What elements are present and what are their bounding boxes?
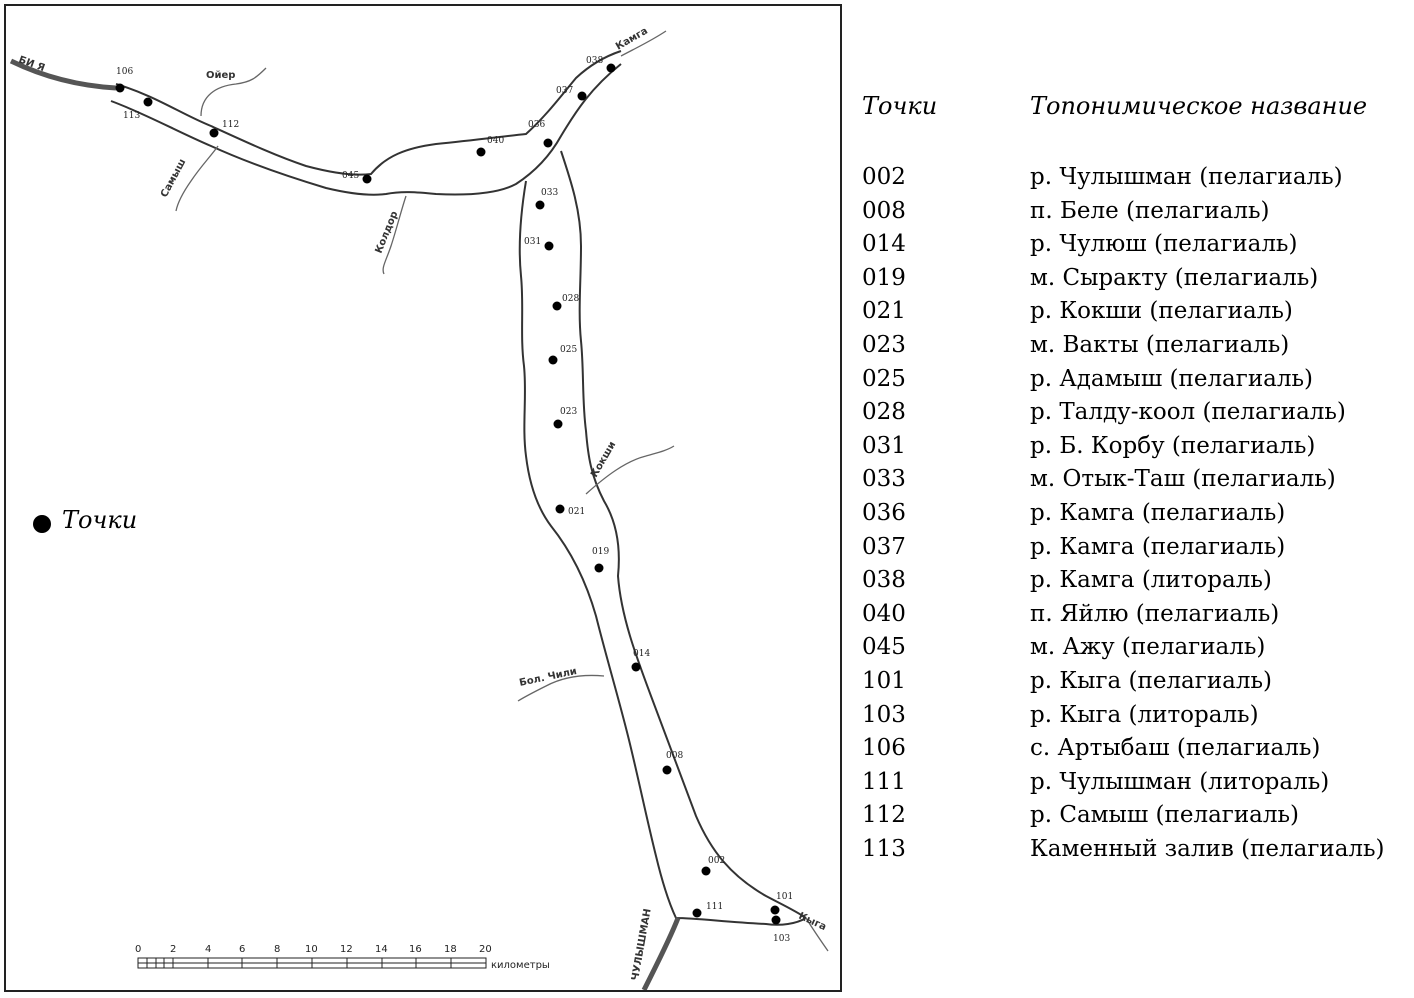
river-label-kamga: Камга bbox=[614, 25, 650, 53]
svg-text:023: 023 bbox=[560, 407, 578, 417]
svg-text:103: 103 bbox=[773, 934, 791, 944]
point-code: 028 bbox=[862, 399, 906, 426]
river-label-chulyshman: ЧУЛЫШМАН bbox=[630, 907, 654, 982]
point-code: 033 bbox=[862, 466, 906, 493]
svg-text:101: 101 bbox=[776, 892, 794, 902]
toponym-name: р. Б. Корбу (пелагиаль) bbox=[1030, 432, 1316, 459]
point-code: 045 bbox=[862, 634, 906, 661]
point-code: 113 bbox=[862, 836, 906, 862]
toponym-name: м. Отык-Таш (пелагиаль) bbox=[1030, 466, 1336, 493]
point-code: 031 bbox=[862, 432, 906, 459]
svg-text:021: 021 bbox=[568, 507, 586, 517]
point-code: 002 bbox=[862, 164, 906, 190]
point-code: 008 bbox=[862, 197, 906, 224]
map-point bbox=[528, 120, 553, 148]
scale-tick: 4 bbox=[205, 944, 212, 955]
toponym-name: п. Беле (пелагиаль) bbox=[1030, 197, 1270, 224]
scale-tick: 16 bbox=[409, 944, 422, 955]
point-code: 038 bbox=[862, 567, 906, 594]
toponym-name: р. Адамыш (пелагиаль) bbox=[1030, 365, 1313, 392]
scale-tick: 10 bbox=[305, 944, 318, 955]
legend-point-icon bbox=[33, 515, 51, 533]
toponym-name: р. Кыга (пелагиаль) bbox=[1030, 668, 1272, 694]
lake-shore-left bbox=[116, 51, 806, 925]
map-point bbox=[556, 86, 587, 101]
svg-text:031: 031 bbox=[524, 237, 542, 247]
scale-tick: 14 bbox=[375, 944, 388, 955]
point-code: 040 bbox=[862, 600, 906, 627]
scale-tick: 6 bbox=[239, 944, 246, 955]
scale-tick: 18 bbox=[444, 944, 457, 955]
svg-text:036: 036 bbox=[528, 120, 546, 130]
svg-text:008: 008 bbox=[666, 751, 684, 761]
toponym-name: м. Вакты (пелагиаль) bbox=[1030, 332, 1290, 358]
toponym-name: с. Артыбаш (пелагиаль) bbox=[1030, 735, 1321, 762]
river-label-kyga: Кыга bbox=[796, 910, 828, 934]
scale-bar bbox=[135, 944, 550, 971]
svg-text:111: 111 bbox=[706, 902, 724, 912]
map-point bbox=[210, 120, 240, 138]
scale-tick: 12 bbox=[340, 944, 353, 955]
toponym-name: р. Талду-коол (пелагиаль) bbox=[1030, 399, 1346, 426]
toponym-name: Каменный залив (пелагиаль) bbox=[1030, 836, 1385, 862]
map-point bbox=[342, 171, 372, 184]
svg-text:033: 033 bbox=[541, 188, 559, 198]
svg-text:113: 113 bbox=[123, 111, 141, 121]
map-point bbox=[693, 902, 724, 918]
map-point bbox=[586, 56, 616, 73]
svg-text:037: 037 bbox=[556, 86, 574, 96]
svg-text:112: 112 bbox=[222, 120, 240, 130]
river-label-oyer: Ойер bbox=[206, 70, 236, 81]
map-point bbox=[536, 188, 559, 210]
scale-tick: 8 bbox=[274, 944, 281, 955]
map-point bbox=[772, 916, 791, 945]
lake-shore-right bbox=[111, 64, 806, 918]
svg-text:002: 002 bbox=[708, 856, 726, 866]
table-header-name: Топонимическое название bbox=[1030, 92, 1368, 120]
point-code: 023 bbox=[862, 332, 906, 358]
point-code: 106 bbox=[862, 735, 906, 762]
toponym-name: р. Самыш (пелагиаль) bbox=[1030, 802, 1299, 829]
toponym-name: м. Сыракту (пелагиаль) bbox=[1030, 264, 1319, 291]
river-label-samysh: Самыш bbox=[158, 157, 189, 200]
map-frame bbox=[4, 4, 842, 992]
map-point bbox=[556, 505, 586, 518]
point-code: 103 bbox=[862, 701, 906, 728]
svg-text:040: 040 bbox=[487, 136, 505, 146]
scale-tick: 20 bbox=[479, 944, 492, 955]
river-label-biya: БИ Я bbox=[16, 54, 47, 75]
legend-label: Точки bbox=[62, 506, 138, 534]
point-code: 111 bbox=[862, 768, 906, 795]
point-code: 036 bbox=[862, 500, 906, 526]
point-code: 019 bbox=[862, 264, 906, 291]
river-label-koldor: Колдор bbox=[373, 209, 401, 256]
point-code: 101 bbox=[862, 668, 906, 694]
svg-text:014: 014 bbox=[633, 649, 651, 659]
svg-text:045: 045 bbox=[342, 171, 360, 181]
map-point bbox=[554, 407, 578, 429]
river-samysh bbox=[176, 146, 218, 211]
toponym-name: р. Камга (пелагиаль) bbox=[1030, 533, 1286, 560]
svg-text:028: 028 bbox=[562, 294, 580, 304]
svg-text:038: 038 bbox=[586, 56, 604, 66]
svg-text:019: 019 bbox=[592, 547, 610, 557]
river-label-bol-chili: Бол. Чили bbox=[518, 666, 578, 689]
point-code: 014 bbox=[862, 231, 906, 258]
point-code: 025 bbox=[862, 365, 906, 392]
toponym-name: р. Камга (литораль) bbox=[1030, 567, 1272, 594]
point-code: 021 bbox=[862, 298, 906, 325]
lake-map bbox=[6, 6, 840, 990]
scale-tick: 0 bbox=[135, 944, 142, 955]
map-point bbox=[553, 294, 580, 311]
map-point bbox=[524, 237, 554, 251]
map-point bbox=[592, 547, 609, 573]
point-code: 112 bbox=[862, 802, 906, 829]
scale-tick: 2 bbox=[170, 944, 177, 955]
map-point bbox=[702, 856, 726, 876]
table-header-points: Точки bbox=[862, 92, 938, 120]
toponym-name: р. Кокши (пелагиаль) bbox=[1030, 298, 1293, 325]
toponym-name: п. Яйлю (пелагиаль) bbox=[1030, 600, 1280, 627]
scale-unit: километры bbox=[491, 960, 550, 971]
toponym-name: р. Чулышман (литораль) bbox=[1030, 768, 1330, 795]
toponym-name: р. Кыга (литораль) bbox=[1030, 701, 1259, 728]
svg-text:106: 106 bbox=[116, 67, 134, 77]
toponym-name: р. Чулышман (пелагиаль) bbox=[1030, 164, 1343, 190]
toponym-name: р. Камга (пелагиаль) bbox=[1030, 500, 1286, 526]
toponym-name: р. Чулюш (пелагиаль) bbox=[1030, 231, 1298, 258]
svg-text:025: 025 bbox=[560, 345, 578, 355]
map-point bbox=[549, 345, 578, 365]
point-code: 037 bbox=[862, 533, 906, 560]
river-label-kokshi: Кокши bbox=[589, 439, 619, 480]
toponym-name: м. Ажу (пелагиаль) bbox=[1030, 634, 1266, 661]
map-point bbox=[663, 751, 684, 775]
